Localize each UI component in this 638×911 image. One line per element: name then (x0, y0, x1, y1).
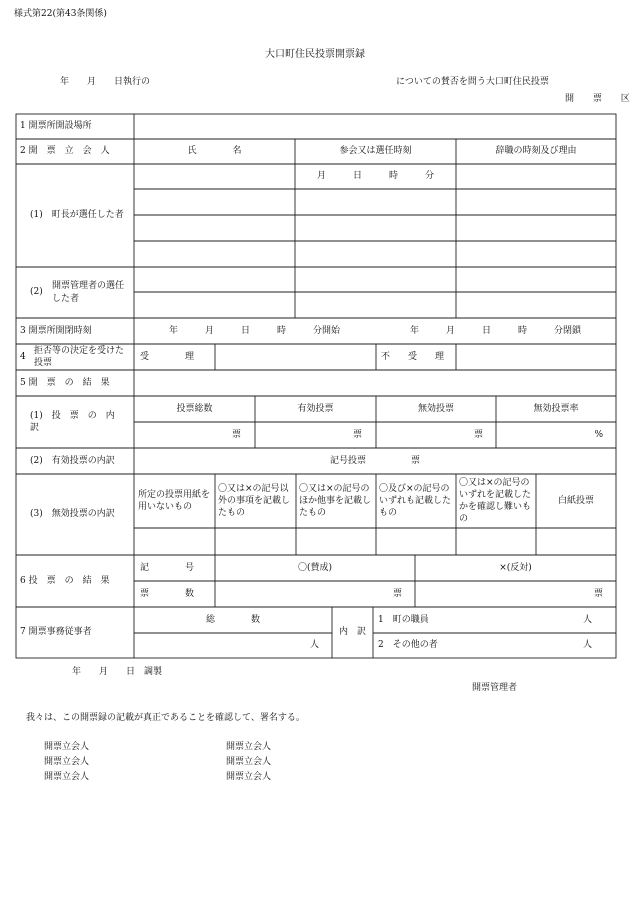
staff-total-unit-text: 人 (309, 640, 319, 651)
manager-appointed-num-text: (2) (30, 287, 43, 298)
close-time-text: 年 月 日 時 分閉鎖 (409, 325, 581, 336)
row-rejected-label (34, 344, 132, 370)
staff-breakdown-label (332, 607, 373, 658)
invalid-type-extra-writing (299, 476, 374, 526)
vote-subject-label: についての賛否を問う大口町住民投票 (396, 77, 549, 87)
form-number-label: 様式第22(第43条関係) (14, 9, 107, 19)
manager-signature-label: 開票管理者 (472, 683, 518, 693)
breakdown-text: 内 訳 (338, 627, 366, 638)
row-count-result-label (20, 370, 132, 396)
staff-label-text: 7 開票事務従事者 (20, 627, 92, 638)
row-manager-appointed-label (52, 267, 132, 318)
invalid-type-blank (536, 474, 616, 528)
prepared-date: 年 月 日 調製 (72, 667, 163, 677)
header-invalid-rate (496, 396, 616, 422)
no-unit-text: 票 (593, 588, 603, 599)
extra-writing-text: 〇又は×の記号のほか他事を記載したもの (299, 483, 372, 519)
staff-total-text: 総 数 (205, 614, 260, 625)
yes-text: 〇(賛成) (297, 562, 333, 573)
symbol-votes-field (134, 448, 616, 474)
valid-breakdown-text: (2) 有効投票の内訳 (30, 455, 115, 466)
row-mayor-appointed-label (30, 164, 132, 267)
resign-header-text: 辞職の時刻及び理由 (495, 146, 577, 157)
header-invalid-votes (376, 396, 496, 422)
accepted-label (140, 344, 215, 370)
invalid-type-other-matters (218, 476, 294, 526)
town-staff-text: 1 町の職員 (378, 614, 429, 625)
count-label (140, 581, 215, 607)
yes-count-unit (215, 581, 402, 607)
invalid-type-unofficial-paper (138, 476, 213, 526)
staff-total-unit (134, 633, 319, 658)
unit-valid-text: 票 (352, 429, 362, 440)
unit-invalid-votes (376, 422, 483, 448)
vote-breakdown-text: (1) 投 票 の 内 訳 (30, 410, 124, 433)
no-text: ×(反対) (499, 562, 532, 573)
town-staff-unit-text: 人 (582, 614, 592, 625)
row-open-close-label (20, 318, 132, 344)
other-staff-unit (373, 633, 592, 658)
close-time-field (375, 318, 616, 344)
staff-total-header (134, 607, 332, 633)
other-staff-unit-text: 人 (582, 640, 592, 651)
col-name-header (134, 139, 295, 164)
both-marks-text: 〇及び×の記号のいずれも記載したもの (379, 483, 452, 519)
col-attend-header (295, 139, 456, 164)
count-text: 票 数 (140, 588, 195, 599)
town-staff-unit (373, 607, 592, 633)
open-time-field (134, 318, 375, 344)
witness-label-5: 開票立会人 (226, 757, 272, 767)
unit-invalid-text: 票 (473, 429, 483, 440)
name-header-text: 氏 名 (187, 146, 242, 157)
manager-appointed-text: 開票管理者の選任した者 (52, 281, 125, 304)
total-votes-text: 投票総数 (176, 403, 213, 414)
witness-label-6: 開票立会人 (226, 772, 272, 782)
mayor-appointed-text: (1) 町長が選任した者 (30, 210, 124, 221)
unit-valid-votes (255, 422, 362, 448)
rejected-label-text: 拒否等の決定を受けた投票 (34, 345, 125, 368)
attend-time-subheader (295, 164, 456, 189)
unclear-mark-text: 〇又は×の記号のいずれを記載したかを確認し難いもの (459, 477, 532, 525)
row-vote-breakdown-label (30, 396, 132, 448)
invalid-breakdown-text: (3) 無効投票の内訳 (30, 509, 115, 520)
document-title: 大口町住民投票開票録 (265, 49, 365, 60)
invalid-votes-text: 無効投票 (417, 403, 454, 414)
invalid-type-unclear-mark (459, 476, 535, 526)
rejected-num-text: 4 (20, 351, 26, 362)
row-vote-result-label (20, 555, 132, 607)
count-result-text: 5 開 票 の 結 果 (20, 377, 110, 388)
yes-unit-text: 票 (392, 588, 402, 599)
execution-date-label: 年 月 日執行の (60, 77, 151, 87)
symbol-votes-text: 記号投票 票 (329, 455, 420, 466)
header-valid-votes (255, 396, 376, 422)
row-valid-breakdown-label (30, 448, 132, 474)
open-time-text: 年 月 日 時 分開始 (168, 325, 340, 336)
no-column-header (415, 555, 616, 581)
yes-column-header (215, 555, 415, 581)
unit-total-votes (134, 422, 241, 448)
not-accepted-text: 不 受 理 (381, 351, 445, 362)
row-rejected-num (20, 344, 32, 370)
row-invalid-breakdown-label (30, 474, 132, 555)
invalid-rate-text: 無効投票率 (533, 403, 579, 414)
attend-header-text: 参会又は選任時刻 (339, 146, 412, 157)
accepted-text: 受 理 (140, 351, 195, 362)
witness-label-3: 開票立会人 (44, 772, 90, 782)
declaration-text: 我々は、この開票録の記載が真正であることを確認して、署名する。 (26, 713, 305, 723)
invalid-type-both-marks (379, 476, 454, 526)
col-resign-header (456, 139, 616, 164)
row-staff-label (20, 607, 132, 658)
row-manager-appointed-num (30, 267, 50, 318)
vote-result-text: 6 投 票 の 結 果 (20, 575, 110, 586)
valid-votes-text: 有効投票 (297, 403, 334, 414)
not-accepted-label (381, 344, 456, 370)
witnesses-label-text: 2 開 票 立 会 人 (20, 146, 110, 157)
time-subheader-text: 月 日 時 分 (316, 171, 434, 182)
unit-rate-text: % (594, 429, 603, 440)
unit-invalid-rate (496, 422, 603, 448)
unofficial-paper-text: 所定の投票用紙を用いないもの (138, 489, 211, 512)
witness-label-1: 開票立会人 (44, 742, 90, 752)
blank-vote-text: 白紙投票 (557, 495, 594, 506)
row-venue-label (20, 114, 132, 139)
venue-label-text: 1 開票所開設場所 (20, 121, 92, 132)
witness-label-2: 開票立会人 (44, 757, 90, 767)
symbol-text: 記 号 (140, 562, 195, 573)
unit-total-text: 票 (231, 429, 241, 440)
counting-district-label: 開 票 区 (565, 94, 638, 104)
row-witnesses-label (20, 139, 132, 164)
other-matters-text: 〇又は×の記号以外の事項を記載したもの (218, 483, 291, 519)
no-count-unit (415, 581, 603, 607)
open-close-label-text: 3 開票所開閉時刻 (20, 325, 92, 336)
header-total-votes (134, 396, 255, 422)
witness-label-4: 開票立会人 (226, 742, 272, 752)
other-staff-text: 2 その他の者 (378, 640, 438, 651)
symbol-label (140, 555, 215, 581)
